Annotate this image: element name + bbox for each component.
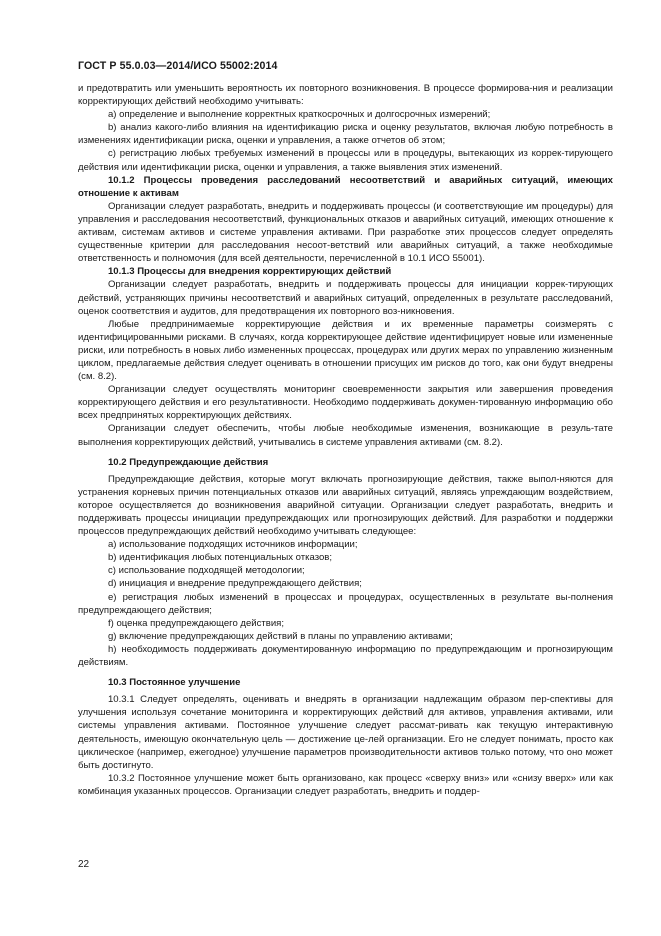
list-item: f) оценка предупреждающего действия; — [108, 617, 284, 629]
paragraph: Организации следует осуществлять мониторинг своевременности закрытия или завершения проведения корректирующего действия и его результативности. Необходимо поддерживать докумен-тированную информацию обо всех предпринятых корректирующих действиях. — [78, 384, 613, 422]
list-item: c) использование подходящей методологии; — [108, 565, 305, 577]
list-item: g) включение предупреждающих действий в планы по управлению активами; — [108, 630, 453, 642]
paragraph: 10.3.2 Постоянное улучшение может быть организовано, как процесс «сверху вниз» или «снизу вверх» или как комбинация указанных процессов. Организации следует разработать, внедрить и поддер- — [78, 772, 613, 797]
list-item: b) анализ какого-либо влияния на идентификацию риска и оценку результатов, включая любую потребность в изменениях идентификации риска, оценки и управления, а также отчетов об этом; — [78, 122, 613, 147]
standard-header: ГОСТ Р 55.0.03—2014/ИСО 55002:2014 — [78, 60, 278, 72]
section-heading: 10.3 Постоянное улучшение — [108, 677, 241, 689]
subsection-heading: 10.1.2 Процессы проведения расследований несоответствий и аварийных ситуаций, имеющих отношение к активам — [78, 174, 613, 199]
paragraph: 10.3.1 Следует определять, оценивать и внедрять в организации надлежащим образом пер-спективы для улучшения используя сочетание мониторинга и корректирующих действий для активов, управления активами, или системы управления активами. Постоянное улучшение следует рассмат-ривать как текущую интерактивную деятельность, имеющую окончательную цель — достижение це-лей организации. Его не следует понимать, просто как циклическое (например, ежегодное) улучшение параметров производительности активов только потому, что оно может быть достигнуто. — [78, 694, 613, 771]
page-number: 22 — [78, 859, 90, 870]
subsection-heading: 10.1.3 Процессы для внедрения корректирующих действий — [108, 266, 392, 278]
list-item: c) регистрацию любых требуемых изменений в процессы или в процедуры, вытекающих из коррек-тирующего действия или идентификации риска, оценки и управления, а также выявления этих изменений. — [78, 148, 613, 173]
list-item: b) идентификация любых потенциальных отказов; — [108, 552, 333, 564]
paragraph: Организации следует разработать, внедрить и поддерживать процессы (и соответствующие им процедуры) для управления и расследования несоответствий, функциональных отказов и аварийных ситуаций, имеющих отношение к активам, системам активов и системе управления активами. При разработке этих процессов следует определять существенные критерии для расследования несоот-ветствий или аварийных ситуаций, а также необходимые ответственность и полномочия (для всей деятельности, перечисленной в 10.1 ИСО 55001). — [78, 200, 613, 265]
list-item: a) определение и выполнение корректных краткосрочных и долгосрочных измерений; — [108, 109, 491, 121]
list-item: d) инициация и внедрение предупреждающего действия; — [108, 578, 362, 590]
section-heading: 10.2 Предупреждающие действия — [108, 456, 269, 468]
paragraph: Организации следует обеспечить, чтобы любые необходимые изменения, возникающие в резуль-тате выполнения корректирующих действий, учитывались в системе управления активами (см. 8.2). — [78, 423, 613, 448]
list-item: e) регистрация любых изменений в процессах и процедурах, осуществленных в результате вы-полнения предупреждающего действия; — [78, 591, 613, 616]
list-item: a) использование подходящих источников информации; — [108, 539, 358, 551]
paragraph: Любые предпринимаемые корректирующие действия и их временные параметры соизмерять с идентифицированными рисками. В случаях, когда корректирующее действие идентифицирует новые или измененные риски, или потребность в новых либо измененных процессах, процедурах или других мерах по управлению жизненным циклом, предлагаемые действия следует оценивать в отношении присущих им рисков до того, как они будут внедрены (см. 8.2). — [78, 318, 613, 383]
document-body — [78, 82, 613, 798]
paragraph: Организации следует разработать, внедрить и поддерживать процессы для инициации коррек-тирующих действий, устраняющих причины несоответствий и аварийных ситуаций, определенных в результате расследований, оценок соответствия и аудитов, для предотвращения их повторного воз-никновения. — [78, 279, 613, 317]
paragraph: и предотвратить или уменьшить вероятность их повторного возникновения. В процессе формирова-ния и реализации корректирующих действий необходимо учитывать: — [78, 83, 613, 108]
paragraph: Предупреждающие действия, которые могут включать прогнозирующие действия, также выпол-няются для устранения корневых причин потенциальных отказов или аварийных ситуаций, являясь упреждающим воздействием, которое осуществляется до возникновения аварийной ситуации. Организации следует разработать, внедрить и поддерживать процессы инициации предупреждающих или прогнозирующих действий. Для разработки и поддержки процессов предупреждающих действий необходимо учитывать следующее: — [78, 473, 613, 538]
list-item: h) необходимость поддерживать документированную информацию по предупреждающим и прогнозирующим действиям. — [78, 643, 613, 669]
